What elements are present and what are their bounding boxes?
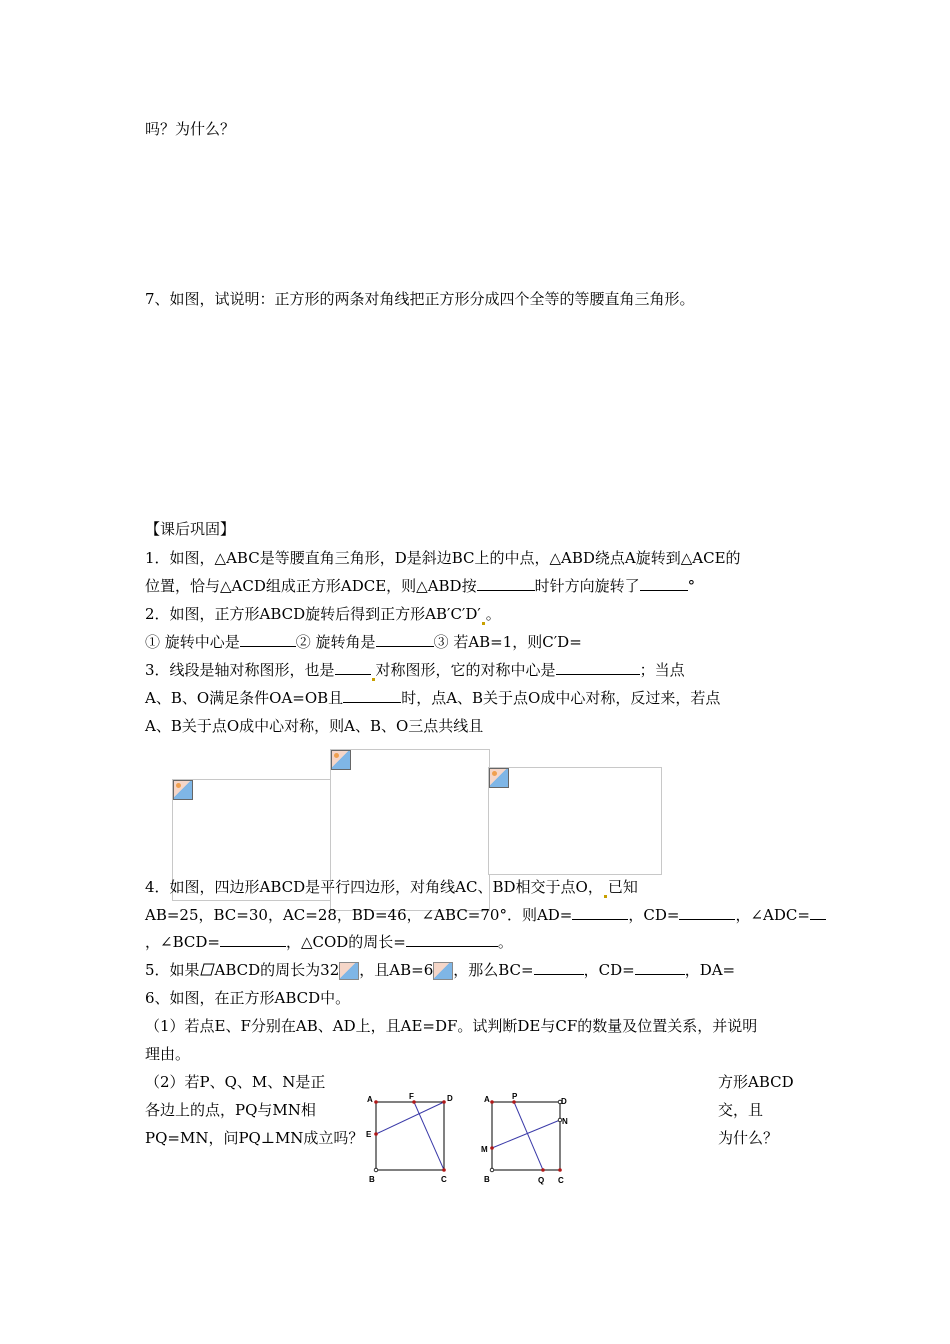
- blank: [335, 660, 371, 675]
- problem-4-line1: 4．如图，四边形ABCD是平行四边形，对角线AC、BD相交于点O， 已知: [145, 878, 638, 896]
- point-q: [541, 1168, 545, 1172]
- square-outline: [492, 1102, 560, 1170]
- label-p: P: [512, 1092, 518, 1101]
- blank: [240, 632, 296, 647]
- point-b: [374, 1168, 378, 1172]
- label-n: N: [562, 1117, 568, 1126]
- image-placeholder-3: [488, 767, 662, 875]
- broken-image-icon: [489, 768, 509, 788]
- blank: [343, 688, 401, 703]
- problem-6-line6: PQ=MN，问PQ⊥MN成立吗？: [145, 1129, 364, 1147]
- problem-6-line4-right: 方形ABCD: [718, 1073, 794, 1091]
- blank: [635, 960, 685, 975]
- problem-1-line2: 位置，恰与△ACD组成正方形ADCE，则△ABD按 时针方向旋转了 °: [145, 577, 696, 595]
- problem-6-line4: （2）若P、Q、M、N是正: [145, 1073, 326, 1091]
- point-d: [442, 1100, 446, 1104]
- label-b: B: [484, 1175, 490, 1184]
- label-a: A: [367, 1095, 373, 1104]
- blank: [556, 660, 640, 675]
- problem-2-line2: ① 旋转中心是 ② 旋转角是 ③ 若AB=1，则C′D=: [145, 633, 582, 651]
- problem-6-line5-right: 交，且: [718, 1101, 764, 1119]
- segment-de: [376, 1102, 444, 1134]
- label-b: B: [369, 1175, 375, 1184]
- blank: [679, 905, 735, 920]
- blank: [572, 905, 628, 920]
- blank: [376, 632, 434, 647]
- figure-square-aedf: [362, 1090, 462, 1186]
- problem-6-line5: 各边上的点，PQ与MN相: [145, 1101, 316, 1119]
- blank: [406, 932, 498, 947]
- label-a: A: [484, 1095, 490, 1104]
- point-m: [490, 1146, 494, 1150]
- point-c: [558, 1168, 562, 1172]
- blank: [640, 576, 688, 591]
- figure-square-pqmn: [478, 1090, 578, 1186]
- broken-image-icon: [331, 750, 351, 770]
- question-7: 7、如图，试说明：正方形的两条对角线把正方形分成四个全等的等腰直角三角形。: [145, 290, 695, 308]
- label-d: D: [561, 1097, 567, 1106]
- broken-image-icon: [173, 780, 193, 800]
- broken-image-icon: [433, 962, 453, 980]
- problem-5: 5．如果 ABCD的周长为32 ，且AB=6 ，那么BC= ，CD= ，DA=: [145, 961, 736, 979]
- blank: [477, 576, 535, 591]
- label-c: C: [558, 1176, 564, 1185]
- blank: [220, 932, 286, 947]
- segment-pq: [514, 1102, 543, 1170]
- problem-4-line2: AB=25，BC=30，AC=28，BD=46，∠ABC=70°．则AD= ，CD= ，∠ADC=: [145, 904, 826, 926]
- square-outline: [376, 1102, 444, 1170]
- problem-1-line1: 1．如图，△ABC是等腰直角三角形，D是斜边BC上的中点，△ABD绕点A旋转到△ACE的: [145, 549, 741, 567]
- blank: [810, 905, 826, 920]
- problem-6-line2: （1）若点E、F分别在AB、AD上，且AE=DF。试判断DE与CF的数量及位置关系，并说明: [145, 1017, 758, 1035]
- parallelogram-icon: [200, 963, 215, 976]
- q6-tail: 吗？为什么？: [145, 120, 236, 138]
- point-e: [374, 1132, 378, 1136]
- problem-3-line2: A、B、O满足条件OA=OB且 时，点A、B关于点O成中心对称，反过来，若点: [145, 689, 721, 707]
- problem-6-line3: 理由。: [145, 1045, 191, 1063]
- segment-mn: [492, 1120, 560, 1148]
- label-q: Q: [538, 1176, 545, 1185]
- label-d: D: [447, 1094, 453, 1103]
- problem-2-line1: 2．如图，正方形ABCD旋转后得到正方形AB′C′D′ 。: [145, 605, 501, 623]
- broken-image-icon: [339, 962, 359, 980]
- problem-6-line1: 6、如图，在正方形ABCD中。: [145, 989, 351, 1007]
- problem-3-line1: 3．线段是轴对称图形，也是 对称图形，它的对称中心是 ；当点: [145, 661, 685, 679]
- label-m: M: [481, 1145, 488, 1154]
- problem-3-line3: A、B关于点O成中心对称，则A、B、O三点共线且: [145, 717, 484, 735]
- problem-6-line6-right: 为什么？: [718, 1129, 779, 1147]
- label-c: C: [441, 1175, 447, 1184]
- point-a: [374, 1100, 378, 1104]
- blank: [534, 960, 584, 975]
- point-c: [442, 1168, 446, 1172]
- segment-cf: [414, 1102, 444, 1170]
- point-b: [490, 1168, 494, 1172]
- problem-4-line3: ，∠BCD= ，△COD的周长= 。: [145, 933, 513, 951]
- label-e: E: [366, 1130, 372, 1139]
- point-a: [490, 1100, 494, 1104]
- label-f: F: [409, 1092, 414, 1101]
- section-title: 【课后巩固】: [145, 520, 236, 538]
